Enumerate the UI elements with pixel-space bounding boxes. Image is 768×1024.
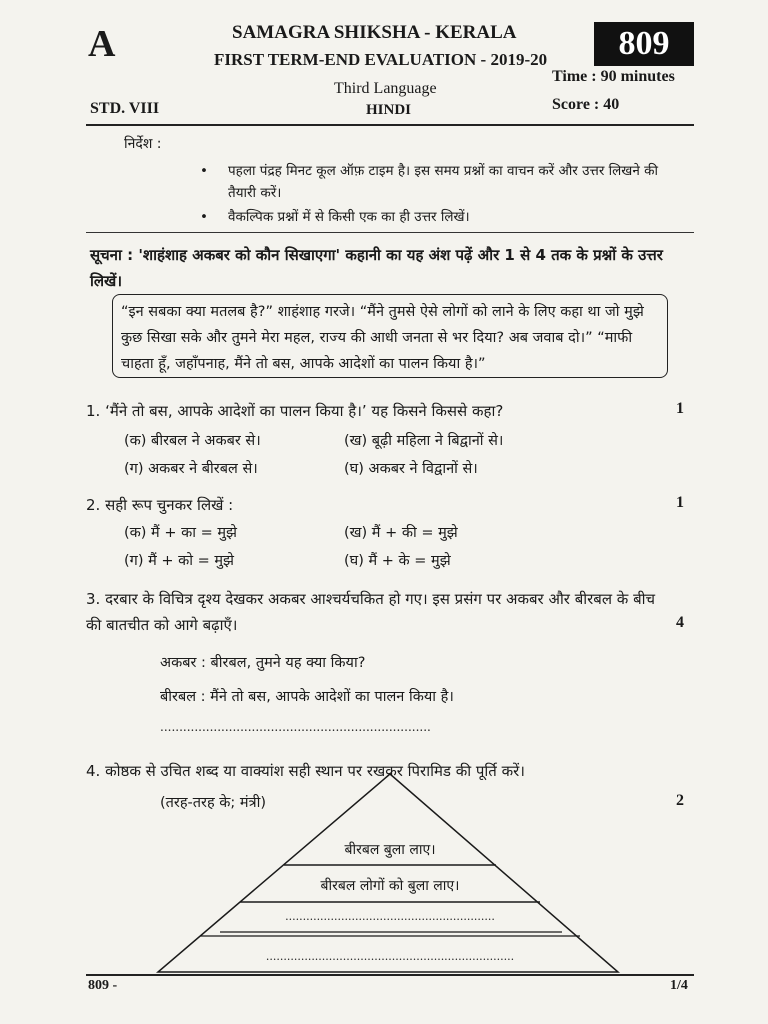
- instructions-divider: [86, 232, 694, 233]
- header-divider: [86, 124, 694, 126]
- instruction-text: पहला पंद्रह मिनट कूल ऑफ़ टाइम है। इस समय प्रश्नों का वाचन करें और उत्तर लिखने की तैयारी करें।: [228, 163, 659, 201]
- exam-title: FIRST TERM-END EVALUATION - 2019-20: [214, 50, 548, 69]
- question-4-mark: 2: [676, 792, 684, 809]
- question-1-text: 1. ‘मैंने तो बस, आपके आदेशों का पालन किया है।’ यह किसने किससे कहा?: [86, 402, 504, 420]
- board-name: SAMAGRA SHIKSHA - KERALA: [232, 22, 517, 43]
- pyramid-row-4-blank[interactable]: .......................................................................: [265, 950, 515, 963]
- subject-label: HINDI: [366, 102, 412, 118]
- question-3-text: 3. दरबार के विचित्र दृश्य देखकर अकबर आश्चर्यचकित हो गए। इस प्रसंग पर अकबर और बीरबल के बीच की बातचीत को आगे बढ़ाएँ।: [86, 590, 656, 634]
- page-number: 1/4: [670, 978, 688, 993]
- instruction-text: वैकल्पिक प्रश्नों में से किसी एक का ही उत्तर लिखें।: [228, 209, 470, 225]
- score-label: Score : 40: [552, 96, 620, 113]
- question-1-option-b: (ख) बूढ़ी महिला ने बिद्वानों से।: [344, 433, 504, 449]
- bullet-icon: •: [200, 163, 208, 179]
- language-label: Third Language: [334, 80, 437, 97]
- question-2-option-a: (क) मैं + का = मुझे: [124, 525, 237, 541]
- dialog-line-akbar: अकबर : बीरबल, तुमने यह क्या किया?: [160, 655, 366, 671]
- footer-divider: [86, 974, 694, 976]
- time-allowed: Time : 90 minutes: [552, 68, 675, 85]
- question-1-mark: 1: [676, 400, 684, 417]
- question-4-hint: (तरह-तरह के; मंत्री): [160, 795, 267, 811]
- dialog-answer-blank[interactable]: .......................................................................: [160, 720, 431, 734]
- pyramid-row-1: बीरबल बुला लाए।: [344, 842, 436, 858]
- paper-code-badge: 809: [594, 22, 694, 66]
- standard-label: STD. VIII: [90, 100, 160, 117]
- question-2-mark: 1: [676, 494, 684, 511]
- pyramid-row-3-blank[interactable]: ............................................................: [285, 910, 495, 923]
- dialog-line-birbal: बीरबल : मैंने तो बस, आपके आदेशों का पालन किया है।: [160, 689, 454, 705]
- question-2-option-b: (ख) मैं + की = मुझे: [344, 525, 458, 541]
- question-1-option-c: (ग) अकबर ने बीरबल से।: [124, 461, 258, 477]
- pyramid-outline: [158, 774, 618, 972]
- question-1-option-d: (घ) अकबर ने विद्वानों से।: [344, 461, 478, 477]
- instruction-item: [200, 206, 670, 228]
- series-letter: A: [88, 23, 116, 65]
- question-3-mark: 4: [676, 614, 684, 631]
- question-1-option-a: (क) बीरबल ने अकबर से।: [124, 433, 261, 449]
- notice-text: सूचना : 'शाहंशाह अकबर को कौन सिखाएगा' कहानी का यह अंश पढ़ें और 1 से 4 तक के प्रश्नों के उत्तर लिखें।: [90, 246, 663, 290]
- question-2-option-d: (घ) मैं + के = मुझे: [344, 553, 451, 569]
- question-2-option-c: (ग) मैं + को = मुझे: [124, 553, 235, 569]
- question-2-text: 2. सही रूप चुनकर लिखें :: [86, 496, 234, 514]
- footer-code: 809 -: [88, 978, 118, 993]
- pyramid-row-2: बीरबल लोगों को बुला लाए।: [320, 878, 460, 894]
- instruction-item: [200, 160, 670, 206]
- instructions-label: निर्देश :: [124, 136, 162, 152]
- pyramid-diagram: [150, 772, 622, 974]
- question-4-text: 4. कोष्ठक से उचित शब्द या वाक्यांश सही स्थान पर रखकर पिरामिड की पूर्ति करें।: [86, 762, 525, 780]
- passage-box: “इन सबका क्या मतलब है?” शाहंशाह गरजे। “मैंने तुमसे ऐसे लोगों को लाने के लिए कहा था जो मुझे कुछ सिखा सके और तुमने मेरा महल, राज्य की आधी जनता से भर दिया? अब जवाब दो।” “माफी चाहता हूँ, जहाँपनाह, मैंने तो बस, आपके आदेशों का पालन किया है।”: [112, 294, 668, 378]
- bullet-icon: •: [200, 209, 208, 225]
